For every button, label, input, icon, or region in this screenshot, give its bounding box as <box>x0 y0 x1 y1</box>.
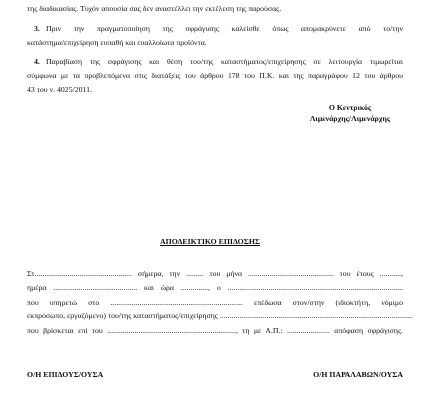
para4-line3: 43 του ν. 4025/2011. <box>27 85 93 94</box>
para4-line2: σύμφωνα με τα προβλεπόμενα στις διατάξεις του άρθρου 178 του Π.Κ. και της παραγράφου 12 του άρθρου <box>27 71 403 80</box>
receipt-title: ΑΠΟΔΕΙΚΤΙΚΟ ΕΠΙΔΟΣΗΣ <box>160 237 260 246</box>
footer-deliverer-label: Ο/Η ΕΠΙΔΟΥΣ/ΟΥΣΑ <box>27 370 104 379</box>
receipt-line5: που βρίσκεται επί του .................................................................., τη με Α.Π.: ...................... απόφαση σφράγισης. <box>27 326 403 335</box>
footer-receiver-label: Ο/Η ΠΑΡΑΛΑΒΩΝ/ΟΥΣΑ <box>313 370 403 379</box>
para3-number: 3. <box>34 24 40 33</box>
signature-line2: Λιμενάρχης/Λιμενάρχης <box>309 114 391 123</box>
para3-line2: κατάστημα/επιχείρηση ευπαθή και ευαλλοίωτα προϊόντα. <box>27 38 207 47</box>
para3-line1: Πριν την πραγματοποίηση της σφράγισης καλείσθε όπως απομακρύνετε από το/την <box>46 24 403 33</box>
receipt-line4: εκπρόσωπο, εργαζόμενο) του/της καταστήματος/επιχείρησης ................................................................................................... <box>27 311 413 320</box>
receipt-line2: ημέρα ........................................... και ώρα .............., ο .......................................................................................... <box>27 283 403 292</box>
para4-line1: Παραβίαση της σφράγισης και θέση του/της καταστήματος/επιχείρησης σε λειτουργία τιμωρείται <box>46 57 403 66</box>
receipt-line3: που υπηρετώ στο .................................................................... επέδωσα στον/στην (ιδιοκτήτη, νόμιμο <box>27 298 403 307</box>
signature-line1: Ο Κεντρικός <box>328 103 372 112</box>
para4-number: 4. <box>34 57 40 66</box>
receipt-line1: Στ.................................................. σήμερα, την ......... του μήνα ............................................ του έτους ..........., <box>27 269 403 278</box>
para2-tail: της διαδικασίας. Τυχόν απουσία σας δεν αναστέλλει την εκτέλεση της παρούσας. <box>27 4 282 13</box>
